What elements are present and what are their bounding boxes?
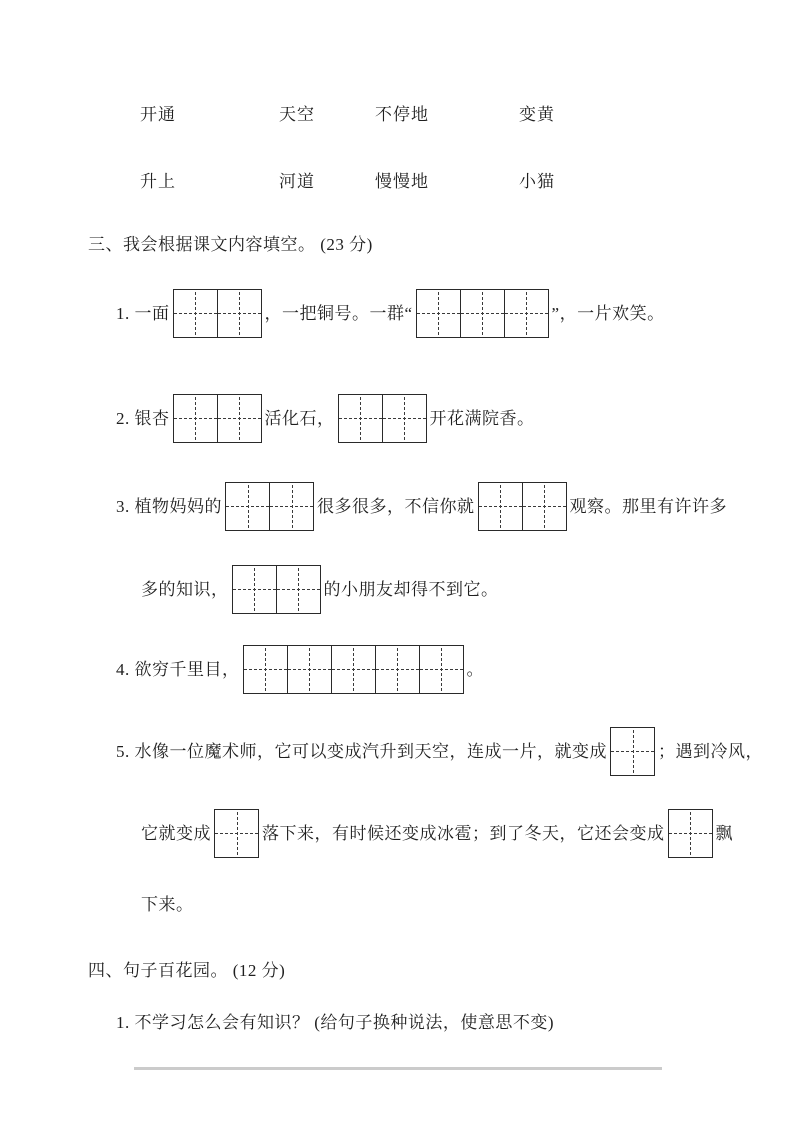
answer-grid[interactable] [232,565,321,614]
tian-cell[interactable] [375,645,420,694]
page-separator-line [134,1067,662,1070]
text-run: 观察。那里有许许多 [569,497,727,516]
section-four-heading: 四、句子百花园。 (12 分) [88,961,286,980]
fill-blank-item-2 [116,394,535,444]
answer-grid[interactable] [478,482,567,531]
text-run: 飘 [715,824,733,843]
text-run: 开花满院香。 [429,409,535,428]
text-run: 落下来，有时候还变成冰雹；到了冬天，它还会变成 [262,824,665,843]
fill-blank-item-5-line-1 [116,727,763,777]
word-bank-row-1 [0,103,793,127]
fill-blank-item-4 [116,645,484,695]
fill-blank-item-3-line-1 [116,482,727,532]
tian-cell[interactable] [610,727,655,776]
tian-cell[interactable] [338,394,383,443]
text-run: 。 [466,660,484,679]
word-bank-word[interactable]: 开通 [140,105,176,124]
fill-blank-item-5-line-3 [141,893,194,917]
fill-blank-item-1 [116,289,665,339]
sentence-item-1: 1. 不学习怎么会有知识？ (给句子换种说法，使意思不变) [116,1013,555,1032]
answer-grid[interactable] [173,289,262,338]
answer-grid[interactable] [668,809,713,858]
tian-cell[interactable] [504,289,549,338]
tian-cell[interactable] [243,645,288,694]
tian-cell[interactable] [217,289,262,338]
tian-cell[interactable] [214,809,259,858]
text-run: 5. 水像一位魔术师，它可以变成汽升到天空，连成一片，就变成 [116,742,607,761]
tian-cell[interactable] [416,289,461,338]
tian-cell[interactable] [419,645,464,694]
text-run: 下来。 [141,895,194,914]
tian-cell[interactable] [225,482,270,531]
answer-grid[interactable] [173,394,262,443]
tian-cell[interactable] [269,482,314,531]
answer-grid[interactable] [214,809,259,858]
word-bank-word[interactable]: 慢慢地 [375,172,429,191]
section-three-heading: 三、我会根据课文内容填空。 (23 分) [88,235,373,254]
text-run: 它就变成 [141,824,211,843]
answer-grid[interactable] [610,727,655,776]
fill-blank-item-5-line-2 [141,809,733,859]
word-bank-row-2 [0,170,793,194]
word-bank-word[interactable]: 不停地 [375,105,429,124]
tian-cell[interactable] [331,645,376,694]
text-run: 4. 欲穷千里目， [116,660,240,679]
tian-cell[interactable] [460,289,505,338]
text-run: ，一把铜号。一群“ [264,304,413,323]
fill-blank-item-3-line-2 [141,565,499,615]
word-bank-word[interactable]: 天空 [279,105,315,124]
answer-grid[interactable] [416,289,549,338]
answer-grid[interactable] [225,482,314,531]
tian-cell[interactable] [668,809,713,858]
text-run: 1. 一面 [116,304,170,323]
tian-cell[interactable] [382,394,427,443]
text-run: 很多很多，不信你就 [317,497,475,516]
tian-cell[interactable] [173,289,218,338]
word-bank-word[interactable]: 小猫 [519,172,555,191]
answer-grid[interactable] [243,645,464,694]
text-run: 多的知识， [141,580,229,599]
tian-cell[interactable] [478,482,523,531]
word-bank-word[interactable]: 河道 [279,172,315,191]
tian-cell[interactable] [276,565,321,614]
answer-grid[interactable] [338,394,427,443]
text-run: 活化石， [264,409,335,428]
tian-cell[interactable] [173,394,218,443]
text-run: ”，一片欢笑。 [551,304,665,323]
text-run: 3. 植物妈妈的 [116,497,222,516]
word-bank-word[interactable]: 变黄 [519,105,555,124]
tian-cell[interactable] [287,645,332,694]
tian-cell[interactable] [232,565,277,614]
text-run: 2. 银杏 [116,409,170,428]
word-bank-word[interactable]: 升上 [140,172,176,191]
tian-cell[interactable] [522,482,567,531]
text-run: ；遇到冷风， [658,742,763,761]
tian-cell[interactable] [217,394,262,443]
text-run: 的小朋友却得不到它。 [323,580,499,599]
